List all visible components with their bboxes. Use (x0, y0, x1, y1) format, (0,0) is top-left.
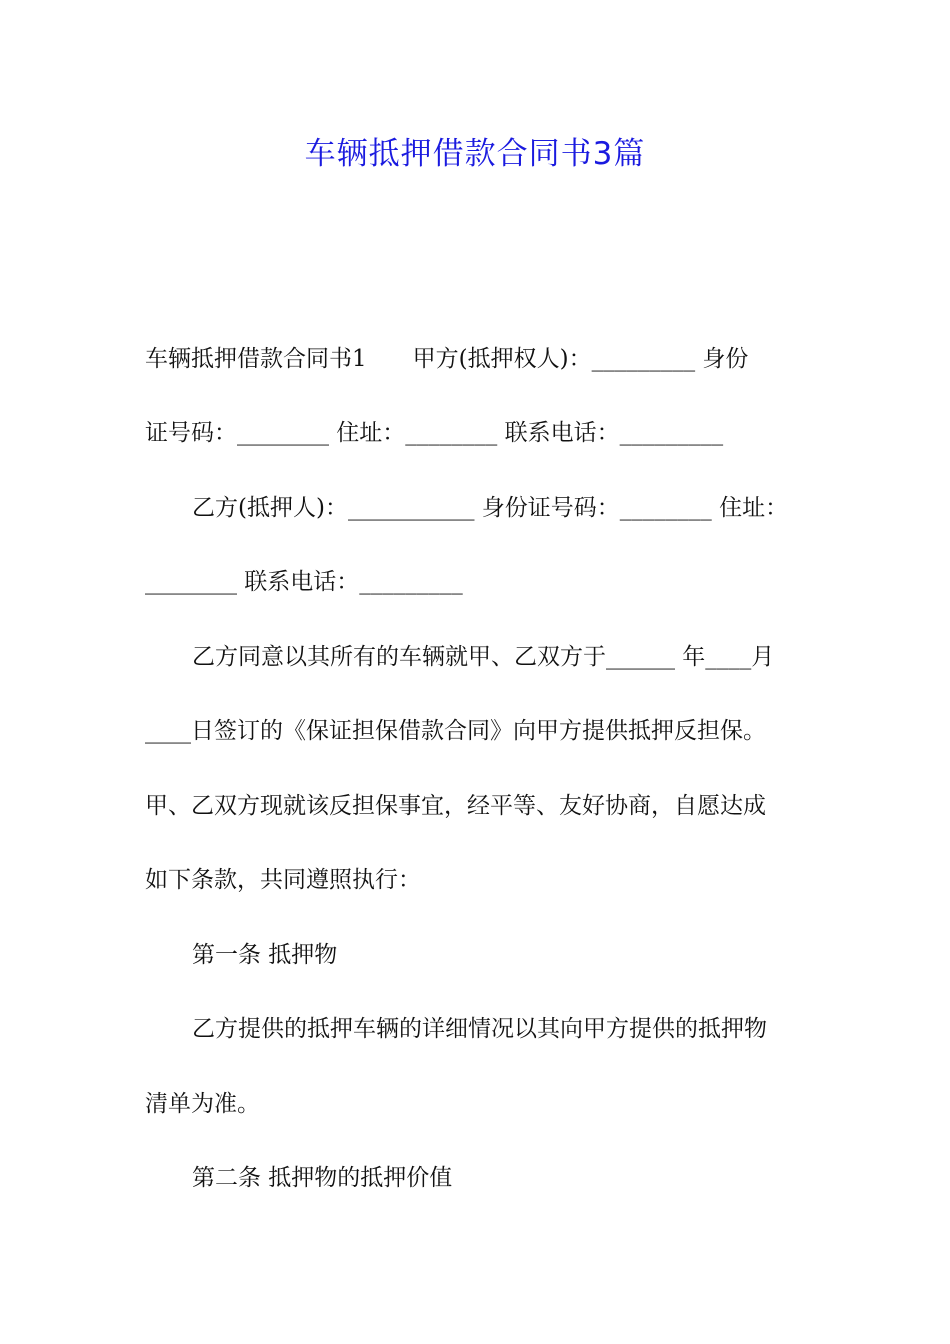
contract-line-party-a: 车辆抵押借款合同书1 甲方(抵押权人)：_________ 身份 (145, 346, 749, 372)
contract-line-party-b: 乙方(抵押人)：___________ 身份证号码：________ 住址： (192, 495, 789, 521)
contract-line-intro-1: 乙方同意以其所有的车辆就甲、乙双方于______ 年____月 (192, 644, 775, 670)
contract-line-party-b-phone: ________ 联系电话：_________ (145, 569, 463, 595)
article-1-body-1: 乙方提供的抵押车辆的详细情况以其向甲方提供的抵押物 (192, 1016, 767, 1042)
article-1-body-2: 清单为准。 (145, 1091, 260, 1117)
contract-line-party-a-details: 证号码：________ 住址：________ 联系电话：_________ (145, 420, 724, 446)
contract-line-intro-3: 甲、乙双方现就该反担保事宜，经平等、友好协商，自愿达成 (145, 793, 766, 819)
contract-line-intro-4: 如下条款，共同遵照执行： (145, 867, 421, 893)
article-1-heading: 第一条 抵押物 (192, 942, 338, 968)
document-title: 车辆抵押借款合同书3篇 (304, 136, 646, 172)
article-2-heading: 第二条 抵押物的抵押价值 (192, 1165, 453, 1191)
contract-line-intro-2: ____日签订的《保证担保借款合同》向甲方提供抵押反担保。 (145, 718, 766, 744)
